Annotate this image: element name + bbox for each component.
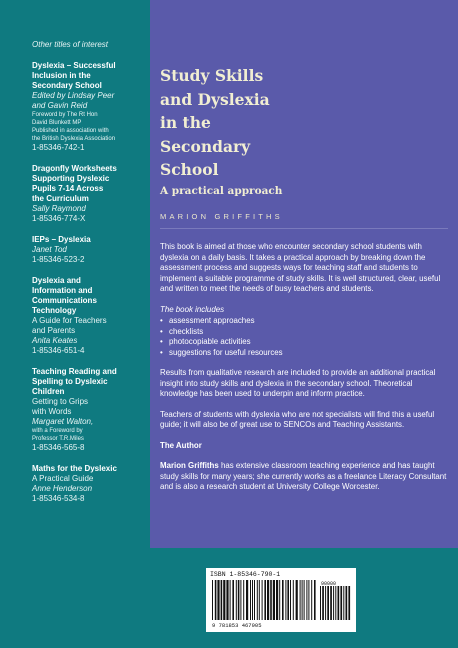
- book-isbn: 1-85346-774-X: [32, 214, 86, 223]
- barcode-bar: [311, 580, 312, 620]
- about-author-heading: The Author: [160, 440, 202, 450]
- book-note: with a Foreword by Professor T.R.Miles: [32, 428, 84, 442]
- book-title: Dyslexia – Successful Inclusion in the Secondary School: [32, 61, 116, 90]
- barcode-bar: [287, 580, 289, 620]
- book-entry: [32, 235, 150, 265]
- barcode-bar: [327, 586, 329, 620]
- barcode-bar: [290, 580, 291, 620]
- barcode-bar: [338, 586, 340, 620]
- barcode-bar: [267, 580, 269, 620]
- barcode-bar: [264, 580, 266, 620]
- includes-heading: The book includes: [160, 304, 225, 314]
- barcode-bar: [293, 580, 294, 620]
- blurb: [160, 242, 452, 503]
- blurb-research: Results from qualitative research are included to provide an additional practical insight into study skills and dyslexia in the secondary school. Theoretical knowledge has been used to underpin and inform practice.: [160, 368, 436, 398]
- barcode-bar: [252, 580, 253, 620]
- barcode-bar: [302, 580, 303, 620]
- barcode-bar: [238, 580, 240, 620]
- barcode-bar: [335, 586, 336, 620]
- list-item: • assessment approaches: [160, 316, 452, 327]
- about-author-text: has extensive classroom teaching experience and has taught study skills for many years; she currently works as a freelance Literacy Consultant and is also a research student at University College Worcester.: [160, 461, 447, 491]
- blurb-intro: This book is aimed at those who encounter secondary school students with dyslexia on a daily basis. It takes a practical approach by breaking down the assessment process and suggests ways for teaching staff and students to implement a suitable programme of study skills. It is well structured, clear, useful and written to meet the needs of busy teachers and students.: [160, 242, 441, 293]
- barcode-bar: [273, 580, 275, 620]
- barcode-bar: [270, 580, 272, 620]
- barcode-bar: [217, 580, 219, 620]
- book-title: Teaching Reading and Spelling to Dyslexic Children: [32, 367, 117, 396]
- book-note: Foreword by The Rt Hon David Blunkett MP Published in association with the British Dyslexia Association: [32, 112, 116, 142]
- barcode-bar: [262, 580, 263, 620]
- barcode-bar: [306, 580, 307, 620]
- barcode-bar: [212, 580, 213, 620]
- barcode-bar: [296, 580, 298, 620]
- barcode-bar: [232, 580, 234, 620]
- list-item: • checklists: [160, 327, 452, 338]
- barcode-bar: [285, 580, 286, 620]
- barcode-bar: [308, 580, 309, 620]
- divider: [160, 228, 448, 229]
- barcode-bar: [300, 580, 301, 620]
- barcode-bar: [230, 580, 231, 620]
- barcode-bar: [320, 586, 321, 620]
- other-titles-heading: Other titles of interest: [32, 40, 109, 49]
- barcode-bar: [304, 580, 305, 620]
- barcode-bar: [243, 580, 244, 620]
- barcode-bar: [223, 580, 225, 620]
- barcode-bar: [254, 580, 255, 620]
- book-entry: [32, 164, 150, 224]
- barcode-bar: [240, 580, 241, 620]
- book-entry: [32, 464, 150, 504]
- barcode-bar: [246, 580, 248, 620]
- barcode-bar: [259, 580, 260, 620]
- barcode-bar: [322, 586, 324, 620]
- barcode-bar: [250, 580, 251, 620]
- book-subtitle: A Practical Guide: [32, 474, 94, 483]
- book-entry: [32, 367, 150, 453]
- book-author: Anita Keates: [32, 336, 78, 345]
- book-main-title: Study Skills and Dyslexia in the Secondary School: [160, 66, 270, 179]
- book-title: Dragonfly Worksheets Supporting Dyslexic Pupils 7-14 Across the Curriculum: [32, 164, 117, 203]
- book-subtitle: A Guide for Teachers and Parents: [32, 316, 107, 335]
- barcode-bar: [279, 580, 280, 620]
- book-title: Dyslexia and Information and Communications Technology: [32, 276, 97, 315]
- book-author: Margaret Walton,: [32, 417, 94, 426]
- barcode-bar: [333, 586, 334, 620]
- book-subtitle: Getting to Grips with Words: [32, 397, 89, 416]
- barcode: [206, 568, 356, 632]
- barcode-bar: [221, 580, 223, 620]
- book-author: Sally Raymond: [32, 204, 86, 213]
- barcode-bar: [314, 580, 316, 620]
- book-entry: [32, 276, 150, 356]
- book-main-subtitle: A practical approach: [160, 185, 283, 197]
- list-item: • suggestions for useful resources: [160, 348, 452, 359]
- barcode-bar: [276, 580, 278, 620]
- barcode-bars: [210, 580, 352, 622]
- barcode-bar: [325, 586, 326, 620]
- barcode-bar: [282, 580, 284, 620]
- barcode-bar: [346, 586, 348, 620]
- barcode-bar: [348, 586, 350, 620]
- barcode-bar: [236, 580, 237, 620]
- book-isbn: 1-85346-742-1: [32, 143, 85, 152]
- book-isbn: 1-85346-651-4: [32, 346, 85, 355]
- book-isbn: 1-85346-523-2: [32, 255, 85, 264]
- cover-panel: [150, 0, 458, 548]
- book-author: Janet Tod: [32, 245, 67, 254]
- book-isbn: 1-85346-534-8: [32, 494, 85, 503]
- book-title: Maths for the Dyslexic: [32, 464, 117, 473]
- barcode-bar: [226, 580, 228, 620]
- book-author: Edited by Lindsay Peer and Gavin Reid: [32, 91, 115, 110]
- barcode-digits: 9 781853 467905: [212, 622, 262, 629]
- list-item: • photocopiable activities: [160, 337, 452, 348]
- barcode-bar: [340, 586, 342, 620]
- blurb-teachers: Teachers of students with dyslexia who are not specialists will find this a useful guide; it will also be of great use to SENCOs and Teaching Assistants.: [160, 409, 435, 429]
- sidebar-other-titles: [0, 0, 150, 648]
- barcode-bar: [257, 580, 258, 620]
- barcode-bar: [215, 580, 217, 620]
- book-isbn: 1-85346-565-8: [32, 443, 85, 452]
- barcode-price-code: 90000: [321, 581, 337, 587]
- book-author: Anne Henderson: [32, 484, 93, 493]
- barcode-isbn: ISBN 1-85346-790-1: [210, 571, 281, 578]
- barcode-bar: [343, 586, 344, 620]
- book-title: IEPs – Dyslexia: [32, 235, 91, 244]
- book-main-author: MARION GRIFFITHS: [160, 212, 283, 221]
- about-author: [160, 461, 452, 493]
- about-author-name: Marion Griffiths: [160, 461, 219, 470]
- includes-list: [160, 316, 452, 358]
- barcode-bar: [330, 586, 332, 620]
- book-entry: [32, 61, 150, 153]
